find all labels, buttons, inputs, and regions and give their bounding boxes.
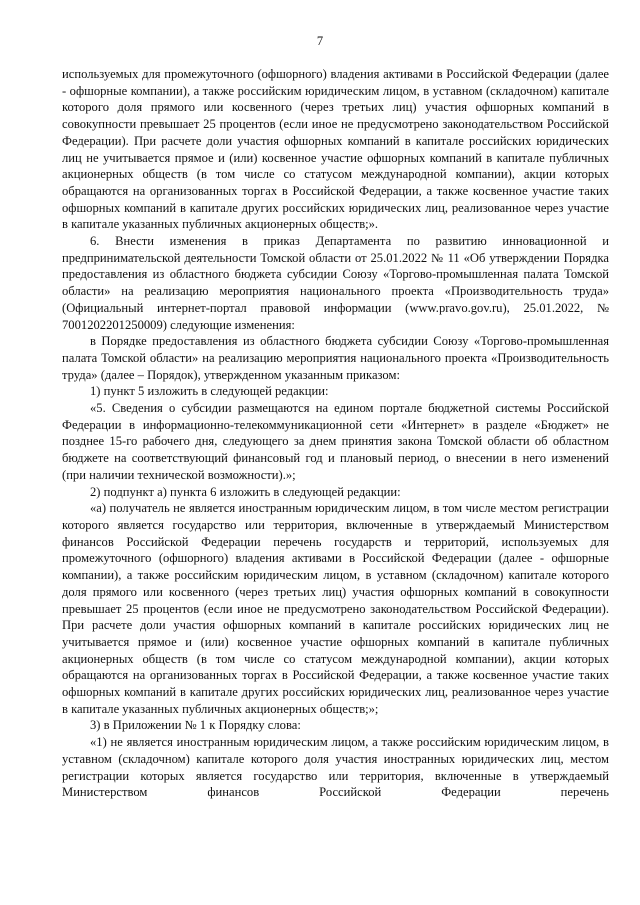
paragraph-offshore-continuation: используемых для промежуточного (офшорного) владения активами в Российской Федерации (далее - офшорные компании), а также российским юридическим лицом, в уставном (складочном) капитале которого доля прямого или косвенного (через третьих лиц) участия офшорных компаний в совокупности превышает 25 процентов (если иное не предусмотрено законодательством Российской Федерации). При расчете доли участия офшорных компаний в капитале российских юридических лиц не учитывается прямое и (или) косвенное участие офшорных компаний в капитале публичных акционерных обществ (в том числе со статусом международной компании), акции которых обращаются на организованных торгах в Российской Федерации, а также косвенное участие таких офшорных компаний в капитале других российских юридических лиц, реализованное через участие в капитале указанных публичных акционерных обществ;». [62,67,609,232]
paragraph-subitem-2: 2) подпункт а) пункта 6 изложить в следующей редакции: [90,484,401,499]
page-number: 7 [316,34,324,48]
paragraph-appendix-words: «1) не является иностранным юридическим лицом, а также российским юридическим лицом, в уставном (складочном) капитале которого доля участия иностранных юридических лиц, местом регистрации которых является государство или территория, включенные в утверждаемый Министерством финансов Российской Федерации перечень [62,735,609,800]
paragraph-subitem-3: 3) в Приложении № 1 к Порядку слова: [90,718,301,733]
paragraph-point-6a-text: «а) получатель не является иностранным юридическим лицом, в том числе местом регистрации которого является государство или территория, включенные в утверждаемый Министерством финансов Российской Федерации перечень государств и территорий, используемых для промежуточного (офшорного) владения активами в Российской Федерации (далее - офшорные компании), а также российским юридическим лицом, в уставном (складочном) капитале которого доля прямого или косвенного (через третьих лиц) участия офшорных компаний в совокупности превышает 25 процентов (если иное не предусмотрено законодательством Российской Федерации). При расчете доли участия офшорных компаний в капитале российских юридических лиц не учитывается прямое и (или) косвенное участие офшорных компаний в капитале публичных акционерных обществ (в том числе со статусом международной компании), акции которых обращаются на организованных торгах в Российской Федерации, а также косвенное участие таких офшорных компаний в капитале других российских юридических лиц, реализованное через участие в капитале указанных публичных акционерных обществ;»; [62,501,609,716]
paragraph-point-5-text: «5. Сведения о субсидии размещаются на едином портале бюджетной системы Российской Федерации в информационно-телекоммуникационной сети «Интернет» в разделе «Бюджет» не позднее 15-го рабочего дня, следующего за днем принятия закона Томской области об областном бюджете на соответствующий финансовый год и плановый период, о внесении в него изменений (при наличии технической возможности).»; [62,401,609,482]
paragraph-item-6: 6. Внести изменения в приказ Департамента по развитию инновационной и предпринимательской деятельности Томской области от 25.01.2022 № 11 «Об утверждении Порядка предоставления из областного бюджета субсидии Союзу «Торгово-промышленная палата Томской области» на реализацию мероприятия национального проекта «Производительность труда» (Официальный интернет-портал правовой информации (www.pravo.gov.ru), 25.01.2022, № 7001202201250009) следующие изменения: [62,234,609,332]
paragraph-subitem-1: 1) пункт 5 изложить в следующей редакции: [90,384,329,399]
paragraph-procedure-intro: в Порядке предоставления из областного бюджета субсидии Союзу «Торгово-промышленная палата Томской области» на реализацию мероприятия национального проекта «Производительность труда» (далее – Порядок), утвержденном указанным приказом: [62,334,609,382]
document-body [62,66,609,801]
